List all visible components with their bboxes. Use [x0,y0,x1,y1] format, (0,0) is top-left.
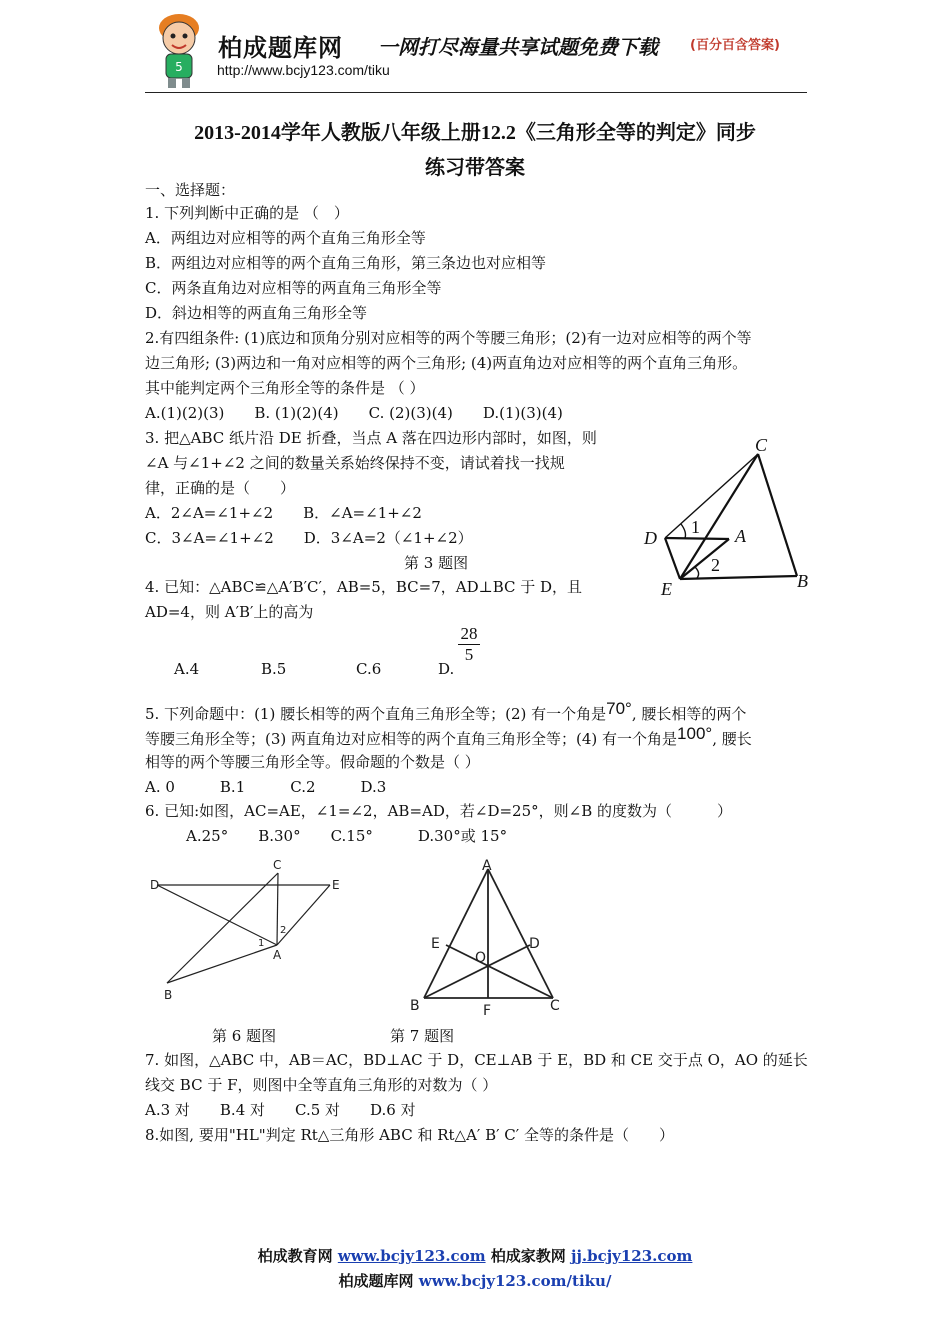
q6-label-2: 2 [280,925,287,936]
q6-label-b: B [164,988,173,1002]
fraction-denominator: 5 [464,645,474,664]
q6-label-d: D [150,878,160,892]
header-slogan: 一网打尽海量共享试题免费下载 [378,35,658,59]
q6-edge-ba [167,945,277,983]
q5-degree-70: 70° [606,699,632,718]
q3-figure [635,435,820,600]
q4-option-d: D. [438,660,455,678]
q3-label-1: 1 [691,517,700,537]
q5-line2-text: 等腰三角形全等；(3) 两直角边对应相等的两个直角三角形全等；(4) 有一个角是 [145,730,678,748]
q3-label-b: B [797,571,808,591]
q6-edge-ca [277,873,278,945]
q7-options: A.3 对 B.4 对 C.5 对 D.6 对 [145,1101,416,1119]
q4-option-b: B.5 [261,660,287,678]
q2-options: A.(1)(2)(3) B. (1)(2)(4) C. (2)(3)(4) D.(1)(3)(4) [145,404,563,422]
q5-degree-100: 100° [677,724,713,743]
q3-label-e: E [661,579,672,599]
q3-options-cd: C．3∠A=∠1+∠2 D．3∠A=2（∠1+∠2） [145,529,473,547]
q7-label-o: O [475,950,487,966]
q4-option-c: C.6 [356,660,382,678]
q5-line2 [145,724,752,749]
q3-edge-ea [680,539,729,579]
q1-option-a: A．两组边对应相等的两个直角三角形全等 [145,229,426,247]
fraction-numerator: 28 [458,624,480,645]
q5-line3: 相等的两个等腰三角形全等。假命题的个数是（ ） [145,753,480,771]
header-divider [145,92,807,93]
q7-figure [400,855,585,1025]
q2-line1: 2.有四组条件: (1)底边和顶角分别对应相等的两个等腰三角形；(2)有一边对应相等的两个等 [145,329,752,347]
q6-edge-bc [167,873,278,983]
footer-tiku-link[interactable]: www.bcjy123.com/tiku/ [418,1272,612,1290]
q7-figure-caption: 第 7 题图 [390,1027,455,1045]
q4-line2: AD=4，则 A′B′上的高为 [145,603,314,621]
footer-edu-link[interactable]: www.bcjy123.com [337,1247,486,1265]
q6-edge-da [157,885,277,945]
q7-label-c: C [550,998,560,1014]
q5-line1-tail: , 腰长相等的两个 [631,705,747,723]
q5-line2-tail: , 腰长 [712,730,752,748]
footer-line2 [0,1270,950,1291]
q7-edge-ac [488,869,553,998]
logo-text: 柏成题库网 [218,33,343,62]
q3-label-c: C [755,435,768,455]
q6-options: A.25° B.30° C.15° D.30°或 15° [186,827,508,845]
q6-figure-caption: 第 6 题图 [212,1027,277,1045]
q4-line1: 4. 已知：△ABC≌△A′B′C′，AB=5，BC=7，AD⊥BC 于 D，且 [145,578,583,596]
q2-line2: 边三角形; (3)两边和一角对应相等的两个三角形; (4)两直角边对应相等的两个直角三角形。 [145,354,748,372]
footer-tiku-label: 柏成题库网 [338,1272,419,1290]
q3-angle-2-arc [695,567,699,578]
q3-edge-de [665,538,680,579]
q3-line2: ∠A 与∠1+∠2 之间的数量关系始终保持不变，请试着找一找规 [145,454,565,472]
q7-line2: 线交 BC 于 F，则图中全等直角三角形的对数为（ ） [145,1076,498,1094]
q3-label-d: D [644,528,657,548]
q4-option-d-fraction [458,624,480,665]
q3-line1: 3. 把△ABC 纸片沿 DE 折叠，当点 A 落在四边形内部时，如图，则 [145,429,597,447]
q3-edge-da [665,538,729,539]
q7-label-f: F [483,1003,492,1019]
q5-options: A. 0 B.1 C.2 D.3 [145,778,387,796]
q7-label-b: B [410,998,420,1014]
footer-tutor-label: 柏成家教网 [485,1247,572,1265]
q6-label-a: A [273,948,282,962]
section-heading: 一、选择题： [145,181,236,199]
header [0,0,950,95]
q4-option-a: A.4 [174,660,200,678]
q8-line1: 8.如图, 要用"HL"判定 Rt△三角形 ABC 和 Rt△A′ B′ C′ 全等的条件是（ ） [145,1126,674,1144]
svg-text:5: 5 [175,60,183,74]
q6-figure [145,855,355,1005]
q7-line1: 7. 如图，△ABC 中，AB＝AC，BD⊥AC 于 D，CE⊥AB 于 E，BD 和 CE 交于点 O，AO 的延长 [145,1051,808,1069]
header-url[interactable]: http://www.bcjy123.com/tiku [217,62,390,78]
page-title-line2: 练习带答案 [425,157,525,179]
page-title: 2013-2014学年人教版八年级上册12.2《三角形全等的判定》同步 [194,122,756,144]
q1-option-c: C．两条直角边对应相等的两直角三角形全等 [145,279,442,297]
q6-label-e: E [332,878,340,892]
q7-label-e: E [431,936,440,952]
mascot-logo-icon [146,10,212,90]
q7-edge-ab [424,869,488,998]
q3-label-a: A [735,526,746,546]
q3-line3: 律，正确的是（ ） [145,479,296,497]
q1-stem: 1. 下列判断中正确的是 （ ） [145,204,349,222]
q1-option-d: D．斜边相等的两直角三角形全等 [145,304,368,322]
q3-edge-cb [758,454,797,576]
q6-edge-ea [277,885,330,945]
q7-label-d: D [529,936,540,952]
q2-line3: 其中能判定两个三角形全等的条件是 （ ） [145,379,425,397]
q3-angle-1-arc [681,524,686,538]
q5-line1-text: 5. 下列命题中：(1) 腰长相等的两个直角三角形全等；(2) 有一个角是 [145,705,607,723]
footer-tutor-link[interactable]: jj.bcjy123.com [571,1247,693,1265]
q7-edge-ce [446,945,553,998]
q3-label-2: 2 [711,555,720,575]
q6-line1: 6. 已知:如图，AC=AE，∠1=∠2，AB=AD，若∠D=25°，则∠B 的度数为（ ） [145,802,732,820]
q3-options-ab: A．2∠A=∠1+∠2 B．∠A=∠1+∠2 [145,504,422,522]
footer-line1 [0,1245,950,1266]
q6-label-1: 1 [258,938,265,949]
q6-label-c: C [273,858,282,872]
q3-figure-caption: 第 3 题图 [404,554,469,572]
q1-option-b: B．两组边对应相等的两个直角三角形，第三条边也对应相等 [145,254,547,272]
q7-label-a: A [482,858,492,874]
q5-line1 [145,699,747,724]
answer-badge: (百分百含答案) [690,38,780,53]
footer-edu-label: 柏成教育网 [257,1247,338,1265]
